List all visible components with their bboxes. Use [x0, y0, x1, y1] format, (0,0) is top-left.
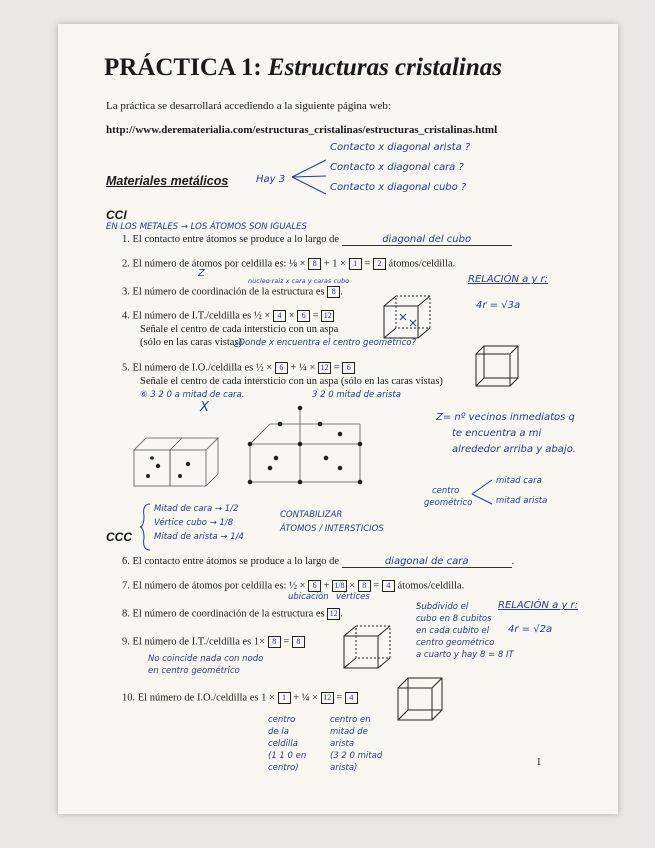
centro-option-1: mitad cara	[496, 476, 542, 486]
q7-note-1: ubicación	[288, 592, 329, 602]
q8-note-4: centro geométrico	[416, 638, 495, 648]
bcc-cube-it-diagram	[380, 292, 436, 342]
contact-note-1: Contacto x diagonal arista ?	[330, 142, 471, 153]
question-4-line-3: (sólo en las caras vistas)	[140, 337, 243, 348]
q8-note-3: en cada cubito el	[416, 626, 490, 636]
q8-note-1: Subdivido el	[416, 602, 469, 612]
q9-box-2: 8	[292, 636, 305, 648]
q9-note-2: en centro geométrico	[148, 666, 240, 676]
question-4-line-2: Señale el centro de cada intersticio con un aspa	[140, 324, 339, 335]
cci-heading: CCI	[106, 208, 127, 222]
centro-label-1: centro	[432, 486, 460, 496]
ccc-relation-value: 4r = √2a	[508, 624, 553, 635]
q9-box-1: 8	[268, 636, 281, 648]
bcc-lattice-large	[240, 404, 374, 486]
q3-note: nucleo·raiz x cara y caras cubo	[248, 277, 350, 285]
document-page	[58, 24, 618, 814]
q5-note-1: ⑥ 3 2 0 a mitad de cara.	[140, 390, 245, 400]
bcc-cube-io-diagram	[472, 342, 522, 390]
ccc-note-left-3: Mitad de arista → 1/4	[154, 532, 244, 542]
brace-lines	[290, 152, 330, 202]
q5-note-2: 3 2 0 mitad de arista	[312, 390, 401, 400]
q5-box-1: 6	[275, 362, 288, 374]
fcc-cube-it-diagram	[340, 622, 396, 672]
ccc-brace	[138, 502, 152, 552]
bcc-lattice-small	[128, 428, 220, 506]
answer-6: diagonal de cara	[342, 556, 512, 568]
ccc-note-right-1: CONTABILIZAR	[280, 510, 343, 520]
question-4: 4. El número de I.T./celdilla es ½ × 4 × 6 = 12	[122, 310, 334, 322]
z-note-3: alrededor arriba y abajo.	[452, 444, 576, 455]
q2-box-1: 8	[308, 258, 321, 270]
ccc-note-right-2: ÁTOMOS / INTERSTICIOS	[280, 524, 384, 534]
answer-1: diagonal del cubo	[342, 234, 512, 246]
url-link[interactable]: http://www.derematerialia.com/estructuras_cristalinas/estructuras_cristalinas.html	[106, 124, 498, 136]
contact-note-2: Contacto x diagonal cara ?	[330, 162, 464, 173]
question-3: 3. El número de coordinación de la estructura es 8 .	[122, 286, 343, 298]
ccc-note-left-2: Vértice cubo → 1/8	[154, 518, 234, 528]
q5-box-3: 6	[342, 362, 355, 374]
q10-note-1: centro de la celdilla (1 1 0 en centro)	[268, 715, 307, 773]
q2-box-3: 2	[373, 258, 386, 270]
q5-box-2: 12	[318, 362, 331, 374]
centro-option-2: mitad arista	[496, 496, 548, 506]
question-5-line-2: Señale el centro de cada intersticio con un aspa (sólo en las caras vistas)	[140, 376, 443, 387]
q10-box-2: 12	[321, 692, 334, 704]
q4-box-1: 4	[273, 310, 286, 322]
centro-label-2: geométrico	[424, 498, 473, 508]
question-1: 1. El contacto entre átomos se produce a lo largo de diagonal del cubo	[122, 234, 512, 246]
page-number: 1	[536, 756, 542, 768]
question-8: 8. El número de coordinación de la estructura es 12 .	[122, 608, 343, 620]
q7-box-1: 6	[308, 580, 321, 592]
ccc-heading: CCC	[106, 530, 132, 544]
q7-box-3: 8	[358, 580, 371, 592]
q10-box-3: 4	[345, 692, 358, 704]
z-note-2: te encuentra a mi	[452, 428, 542, 439]
q4-box-2: 6	[297, 310, 310, 322]
cci-relation-label: RELACIÓN a y r:	[468, 274, 549, 285]
q7-note-2: vértices	[336, 592, 370, 602]
fcc-cube-io-diagram	[394, 674, 446, 724]
x-mark: X	[200, 400, 209, 415]
ccc-note-left-1: Mitad de cara → 1/2	[154, 504, 239, 514]
q8-note-2: cubo en 8 cubitos	[416, 614, 492, 624]
z-note-1: Z= nº vecinos inmediatos q	[436, 412, 575, 423]
q2-box-2: 1	[349, 258, 362, 270]
q9-note-1: No coincide nada con nodo	[148, 654, 264, 664]
q3-box: 8	[327, 286, 340, 298]
question-9: 9. El número de I.T./celdilla es 1× 8 = 8	[122, 636, 305, 648]
q10-note-2: centro en mitad de arista (3 2 0 mitad arista)	[330, 715, 383, 773]
section-heading-metals: Materiales metálicos	[106, 174, 229, 188]
q8-note-5: a cuarto y hay 8 = 8 IT	[416, 650, 514, 660]
z-mark: Z	[198, 268, 205, 279]
question-2: 2. El número de átomos por celdilla es: ⅛ × 8 + 1 × 1 = 2 átomos/celdilla.	[122, 258, 456, 270]
intro-text: La práctica se desarrollará accediendo a la siguiente página web:	[106, 100, 391, 112]
q7-box-4: 4	[382, 580, 395, 592]
q10-box-1: 1	[278, 692, 291, 704]
cci-relation-value: 4r = √3a	[476, 300, 521, 311]
question-10: 10. El número de I.O./celdilla es 1 × 1 + ¼ × 12 = 4	[122, 692, 358, 704]
centro-arrows	[470, 474, 496, 508]
q4-note: ¿Donde x encuentra el centro geométrico?	[234, 338, 416, 348]
contact-note-3: Contacto x diagonal cubo ?	[330, 182, 467, 193]
cci-note: EN LOS METALES → LOS ÁTOMOS SON IGUALES	[106, 222, 307, 232]
hay3-note: Hay 3	[256, 174, 286, 185]
q4-box-3: 12	[321, 310, 334, 322]
ccc-relation-label: RELACIÓN a y r:	[498, 600, 579, 611]
q8-box: 12	[327, 608, 340, 620]
q7-box-2: 1/8	[334, 581, 345, 590]
question-5: 5. El número de I.O./celdilla es ½ × 6 + ¼ × 12 = 6	[122, 362, 355, 374]
question-6: 6. El contacto entre átomos se produce a lo largo de diagonal de cara .	[122, 556, 515, 567]
page-title: PRÁCTICA 1: Estructuras cristalinas	[104, 54, 503, 81]
question-7: 7. El número de átomos por celdilla es: ½ × 6 + 1/8 × 8 = 4 átomos/celdilla.	[122, 580, 465, 592]
